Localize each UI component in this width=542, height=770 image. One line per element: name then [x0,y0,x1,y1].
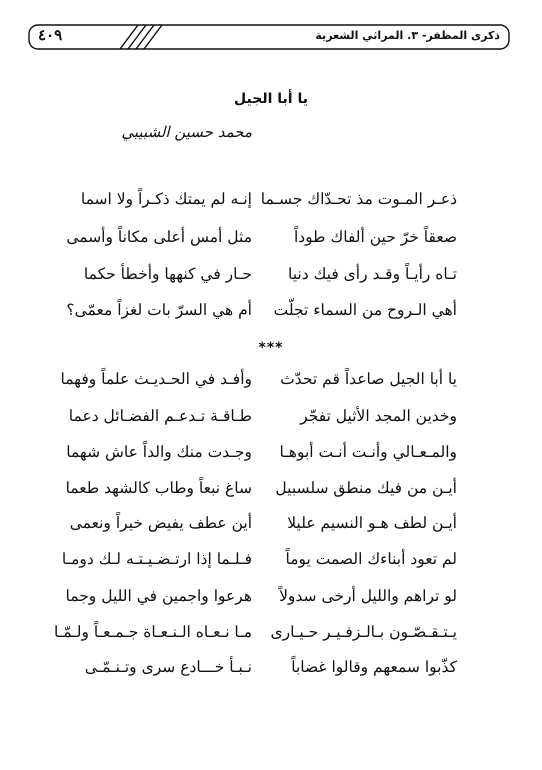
verse-first-hemistich: يـتـقـصّـون بـالـزفـيـر حـيـارى [270,623,457,641]
verse-line [0,623,542,647]
verse-second-hemistich: إنـه لم يمتك ذكـراً ولا اسما [80,190,252,208]
verse-line [0,407,542,431]
header-slash [136,25,154,49]
verse-second-hemistich: وأفـد في الحـديـث علماً وفهما [60,370,252,388]
verse-first-hemistich: لم تعود أبناءك الصمت يوماً [285,550,457,568]
verse-second-hemistich: طـاقـة تـدعـم الفضـائل دعما [68,407,252,425]
verse-second-hemistich: حـار في كنهها وأخطأ حكما [83,265,252,283]
header-slash [128,25,146,49]
stanza-separator: *** [258,340,284,356]
verse-first-hemistich: والمـعـالي وأنـت أنـت أبوهـا [279,443,457,461]
verse-second-hemistich: ساغ نبعاً وطاب كالشهد طعما [65,479,252,497]
verse-second-hemistich: مـا نـعـاه الـنـعـاة جـمـعـاً ولـمّـا [54,623,252,641]
verse-line [0,550,542,574]
verse-second-hemistich: نـبـأ خـــادع سرى وتـنـمّـى [84,658,252,676]
verse-second-hemistich: مثل أمس أعلى مكاناً وأسمى [66,228,252,246]
verse-line [0,587,542,611]
verse-line [0,265,542,289]
verse-line [0,190,542,214]
verse-first-hemistich: وخدين المجد الأثيل تفجّر [300,407,457,425]
verse-second-hemistich: هرعوا واجمين في الليل وجما [65,587,252,605]
verse-first-hemistich: لو تراهم والليل أرخى سدولاً [279,587,457,605]
verse-line [0,658,542,682]
verse-line [0,443,542,467]
verse-first-hemistich: أهي الـروح من السماء تجلّت [273,301,457,319]
verse-first-hemistich: أيـن لطف هـو النسيم عليلا [287,514,457,532]
verse-first-hemistich: أيـن من فيك منطق سلسبيل [275,479,457,497]
verse-first-hemistich: يا أبا الجيل صاعداً قم تحدّث [280,370,457,388]
verse-line [0,228,542,252]
verse-line [0,514,542,538]
verse-second-hemistich: وجـدت منك والداً عاش شهما [66,443,252,461]
page-number: ٤٠٩ [38,26,63,44]
verse-first-hemistich: ذعـر المـوت مذ تحـدّاك جسـما [260,190,457,208]
header-slash [144,25,162,49]
verse-line [0,479,542,503]
verse-first-hemistich: تـاه رأيـاً وقـد رأى فيك دنيا [288,265,457,283]
verse-second-hemistich: أم هي السرّ بات لغزاً معمّى؟ [66,301,252,319]
verse-first-hemistich: كذّبوا سمعهم وقالوا غضاباً [291,658,457,676]
poem-author: محمد حسين الشبيبي [121,123,252,141]
poem-title: يا أبا الجيل [234,91,308,107]
verse-line [0,301,542,325]
verse-second-hemistich: فـلـما إذا ارتـضـيـتـه لـك دومـا [61,550,252,568]
verse-second-hemistich: أين عطف يفيض خيراً ونعمى [69,514,252,532]
page-header [28,22,510,52]
header-slash [120,25,138,49]
running-title: ذكرى المظفر- ٣. المراثي الشعرية [315,29,500,42]
verse-first-hemistich: صعقاً خرّ حين ألفاك طوداً [293,228,457,246]
verse-line [0,370,542,394]
